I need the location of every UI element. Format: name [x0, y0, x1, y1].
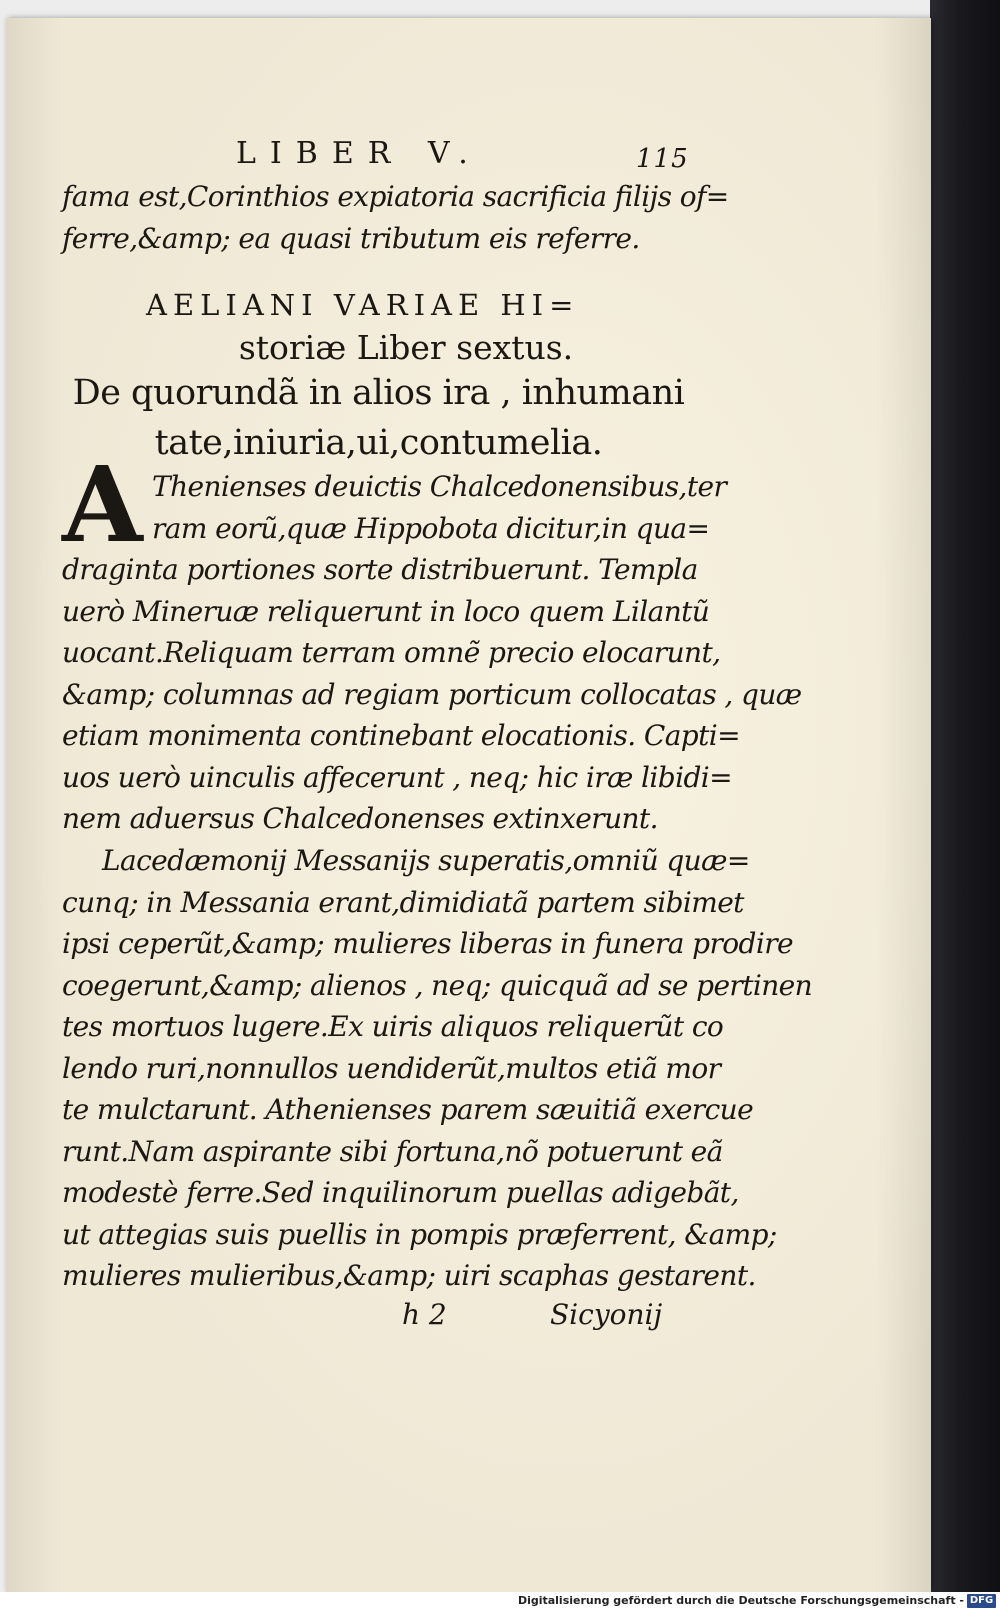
text-line: fama est,Corinthios expiatoria sacrificia filijs of=: [62, 180, 729, 213]
text-line: ipsi ceperũt,&amp; mulieres liberas in funera prodire: [62, 927, 793, 960]
text-line: uocant.Reliquam terram omnẽ precio elocarunt,: [62, 636, 721, 669]
text-line: te mulctarunt. Athenienses parem sæuitiã exercue: [62, 1093, 754, 1126]
text-line: Lacedæmonij Messanijs superatis,omniũ quæ=: [102, 844, 750, 877]
text-line: lendo ruri,nonnullos uendiderũt,multos etiã mor: [62, 1051, 721, 1085]
text-line: coegerunt,&amp; alienos , neq; quicquã ad se pertinen: [62, 968, 813, 1002]
text-line: runt.Nam aspirante sibi fortuna,nõ potuerunt eã: [62, 1134, 723, 1168]
text-line: ferre,&amp; ea quasi tributum eis referre.: [62, 221, 640, 255]
text-line: cunq; in Messania erant,dimidiatã partem sibimet: [62, 885, 744, 919]
running-head: LIBER V.: [236, 136, 482, 171]
text-line: uerò Mineruæ reliquerunt in loco quem Lilantũ: [62, 594, 710, 628]
book-title-line: AELIANI VARIAE HI=: [146, 288, 580, 322]
text-line: etiam monimenta continebant elocationis. Capti=: [62, 719, 740, 752]
paragraph-1: [62, 549, 802, 840]
text-line: nem aduersus Chalcedonenses extinxerunt.: [62, 802, 658, 835]
dfg-logo: DFG: [967, 1594, 996, 1608]
book-title-line: storiæ Liber sextus.: [238, 328, 574, 367]
text-line: ram eorũ,quæ Hippobota dicitur,in qua=: [152, 511, 710, 545]
chapter-heading-line: De quorundã in alios ira , inhumani: [72, 373, 685, 413]
text-line: modestè ferre.Sed inquilinorum puellas adigebãt,: [62, 1176, 739, 1209]
text-line: uos uerò uinculis affecerunt , neq; hic iræ libidi=: [62, 760, 732, 794]
page-number: 115: [636, 144, 689, 174]
chapter-heading-line: tate,iniuria,ui,contumelia.: [154, 423, 603, 463]
text-line: draginta portiones sorte distribuerunt. Templa: [62, 553, 698, 586]
catchword: Sicyonij: [550, 1298, 663, 1331]
paragraph-2: [62, 840, 813, 1297]
signature-mark: h 2: [402, 1298, 447, 1331]
text-line: Thenienses deuictis Chalcedonensibus,ter: [152, 470, 727, 503]
text-line: ut attegias suis puellis in pompis præferrent, &amp;: [62, 1217, 777, 1251]
book-page: [6, 18, 931, 1592]
page-foot: [402, 1298, 702, 1338]
text-line: tes mortuos lugere.Ex uiris aliquos reliquerũt co: [62, 1010, 724, 1043]
text-line: mulieres mulieribus,&amp; uiri scaphas gestarent.: [62, 1259, 756, 1292]
carryover-text: [62, 176, 729, 259]
scan-dark-edge: [930, 0, 1000, 1592]
paragraph-1-indented: [152, 466, 727, 549]
funding-credit: Digitalisierung gefördert durch die Deutsche Forschungsgemeinschaft -: [517, 1594, 964, 1607]
drop-cap: A: [62, 443, 143, 566]
text-line: &amp; columnas ad regiam porticum collocatas , quæ: [62, 677, 802, 711]
